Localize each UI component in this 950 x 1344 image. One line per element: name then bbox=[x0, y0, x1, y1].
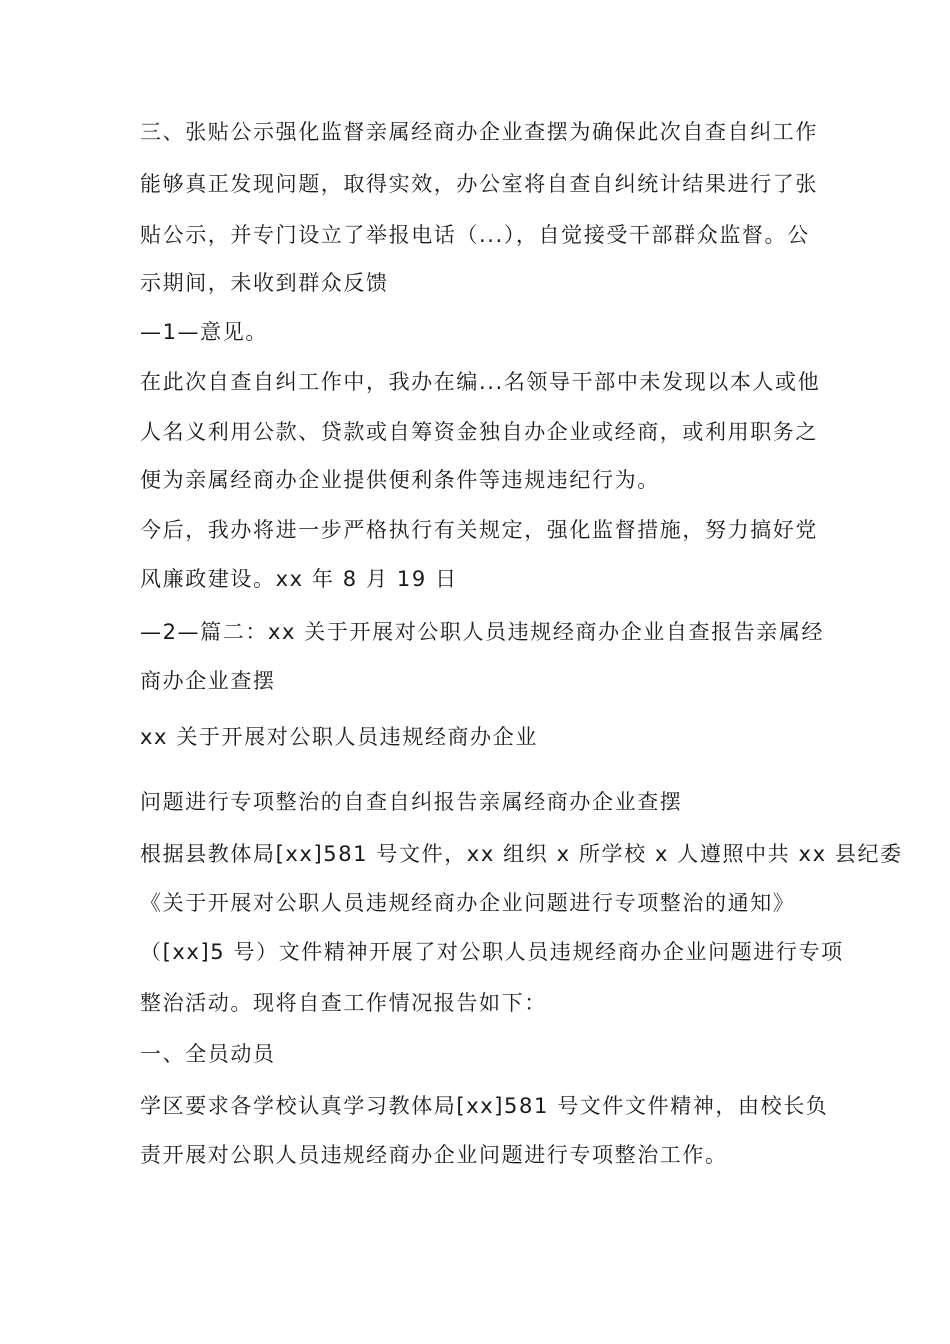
text-line: 三、张贴公示强化监督亲属经商办企业查摆为确保此次自查自纠工作 bbox=[140, 120, 818, 144]
text-line: 商办企业查摆 bbox=[140, 669, 276, 693]
text-line: 一、全员动员 bbox=[140, 1042, 276, 1066]
text-line: 风廉政建设。xx 年 8 月 19 日 bbox=[140, 567, 458, 591]
text-line: 能够真正发现问题，取得实效，办公室将自查自纠统计结果进行了张 bbox=[140, 172, 818, 196]
text-line: 今后，我办将进一步严格执行有关规定，强化监督措施，努力搞好党 bbox=[140, 518, 818, 542]
text-line: 责开展对公职人员违规经商办企业问题进行专项整治工作。 bbox=[140, 1143, 728, 1167]
text-line: xx 关于开展对公职人员违规经商办企业 bbox=[140, 725, 538, 749]
text-line: 学区要求各学校认真学习教体局[xx]581 号文件文件精神，由校长负 bbox=[140, 1094, 829, 1118]
text-line: 贴公示，并专门设立了举报电话（...），自觉接受干部群众监督。公 bbox=[140, 223, 810, 247]
text-line: —1—意见。 bbox=[140, 320, 268, 344]
text-line: 示期间，未收到群众反馈 bbox=[140, 271, 389, 295]
text-line: （[xx]5 号）文件精神开展了对公职人员违规经商办企业问题进行专项 bbox=[140, 940, 844, 964]
text-line: 人名义利用公款、贷款或自筹资金独自办企业或经商，或利用职务之 bbox=[140, 420, 818, 444]
text-line: —2—篇二：xx 关于开展对公职人员违规经商办企业自查报告亲属经 bbox=[140, 620, 825, 644]
text-line: 整治活动。现将自查工作情况报告如下： bbox=[140, 991, 547, 1015]
text-line: 《关于开展对公职人员违规经商办企业问题进行专项整治的通知》 bbox=[140, 891, 796, 915]
text-line: 在此次自查自纠工作中，我办在编...名领导干部中未发现以本人或他 bbox=[140, 370, 821, 394]
text-line: 根据县教体局[xx]581 号文件，xx 组织 x 所学校 x 人遵照中共 xx 县纪委 bbox=[140, 842, 903, 866]
text-line: 便为亲属经商办企业提供便利条件等违规违纪行为。 bbox=[140, 468, 660, 492]
text-line: 问题进行专项整治的自查自纠报告亲属经商办企业查摆 bbox=[140, 790, 683, 814]
